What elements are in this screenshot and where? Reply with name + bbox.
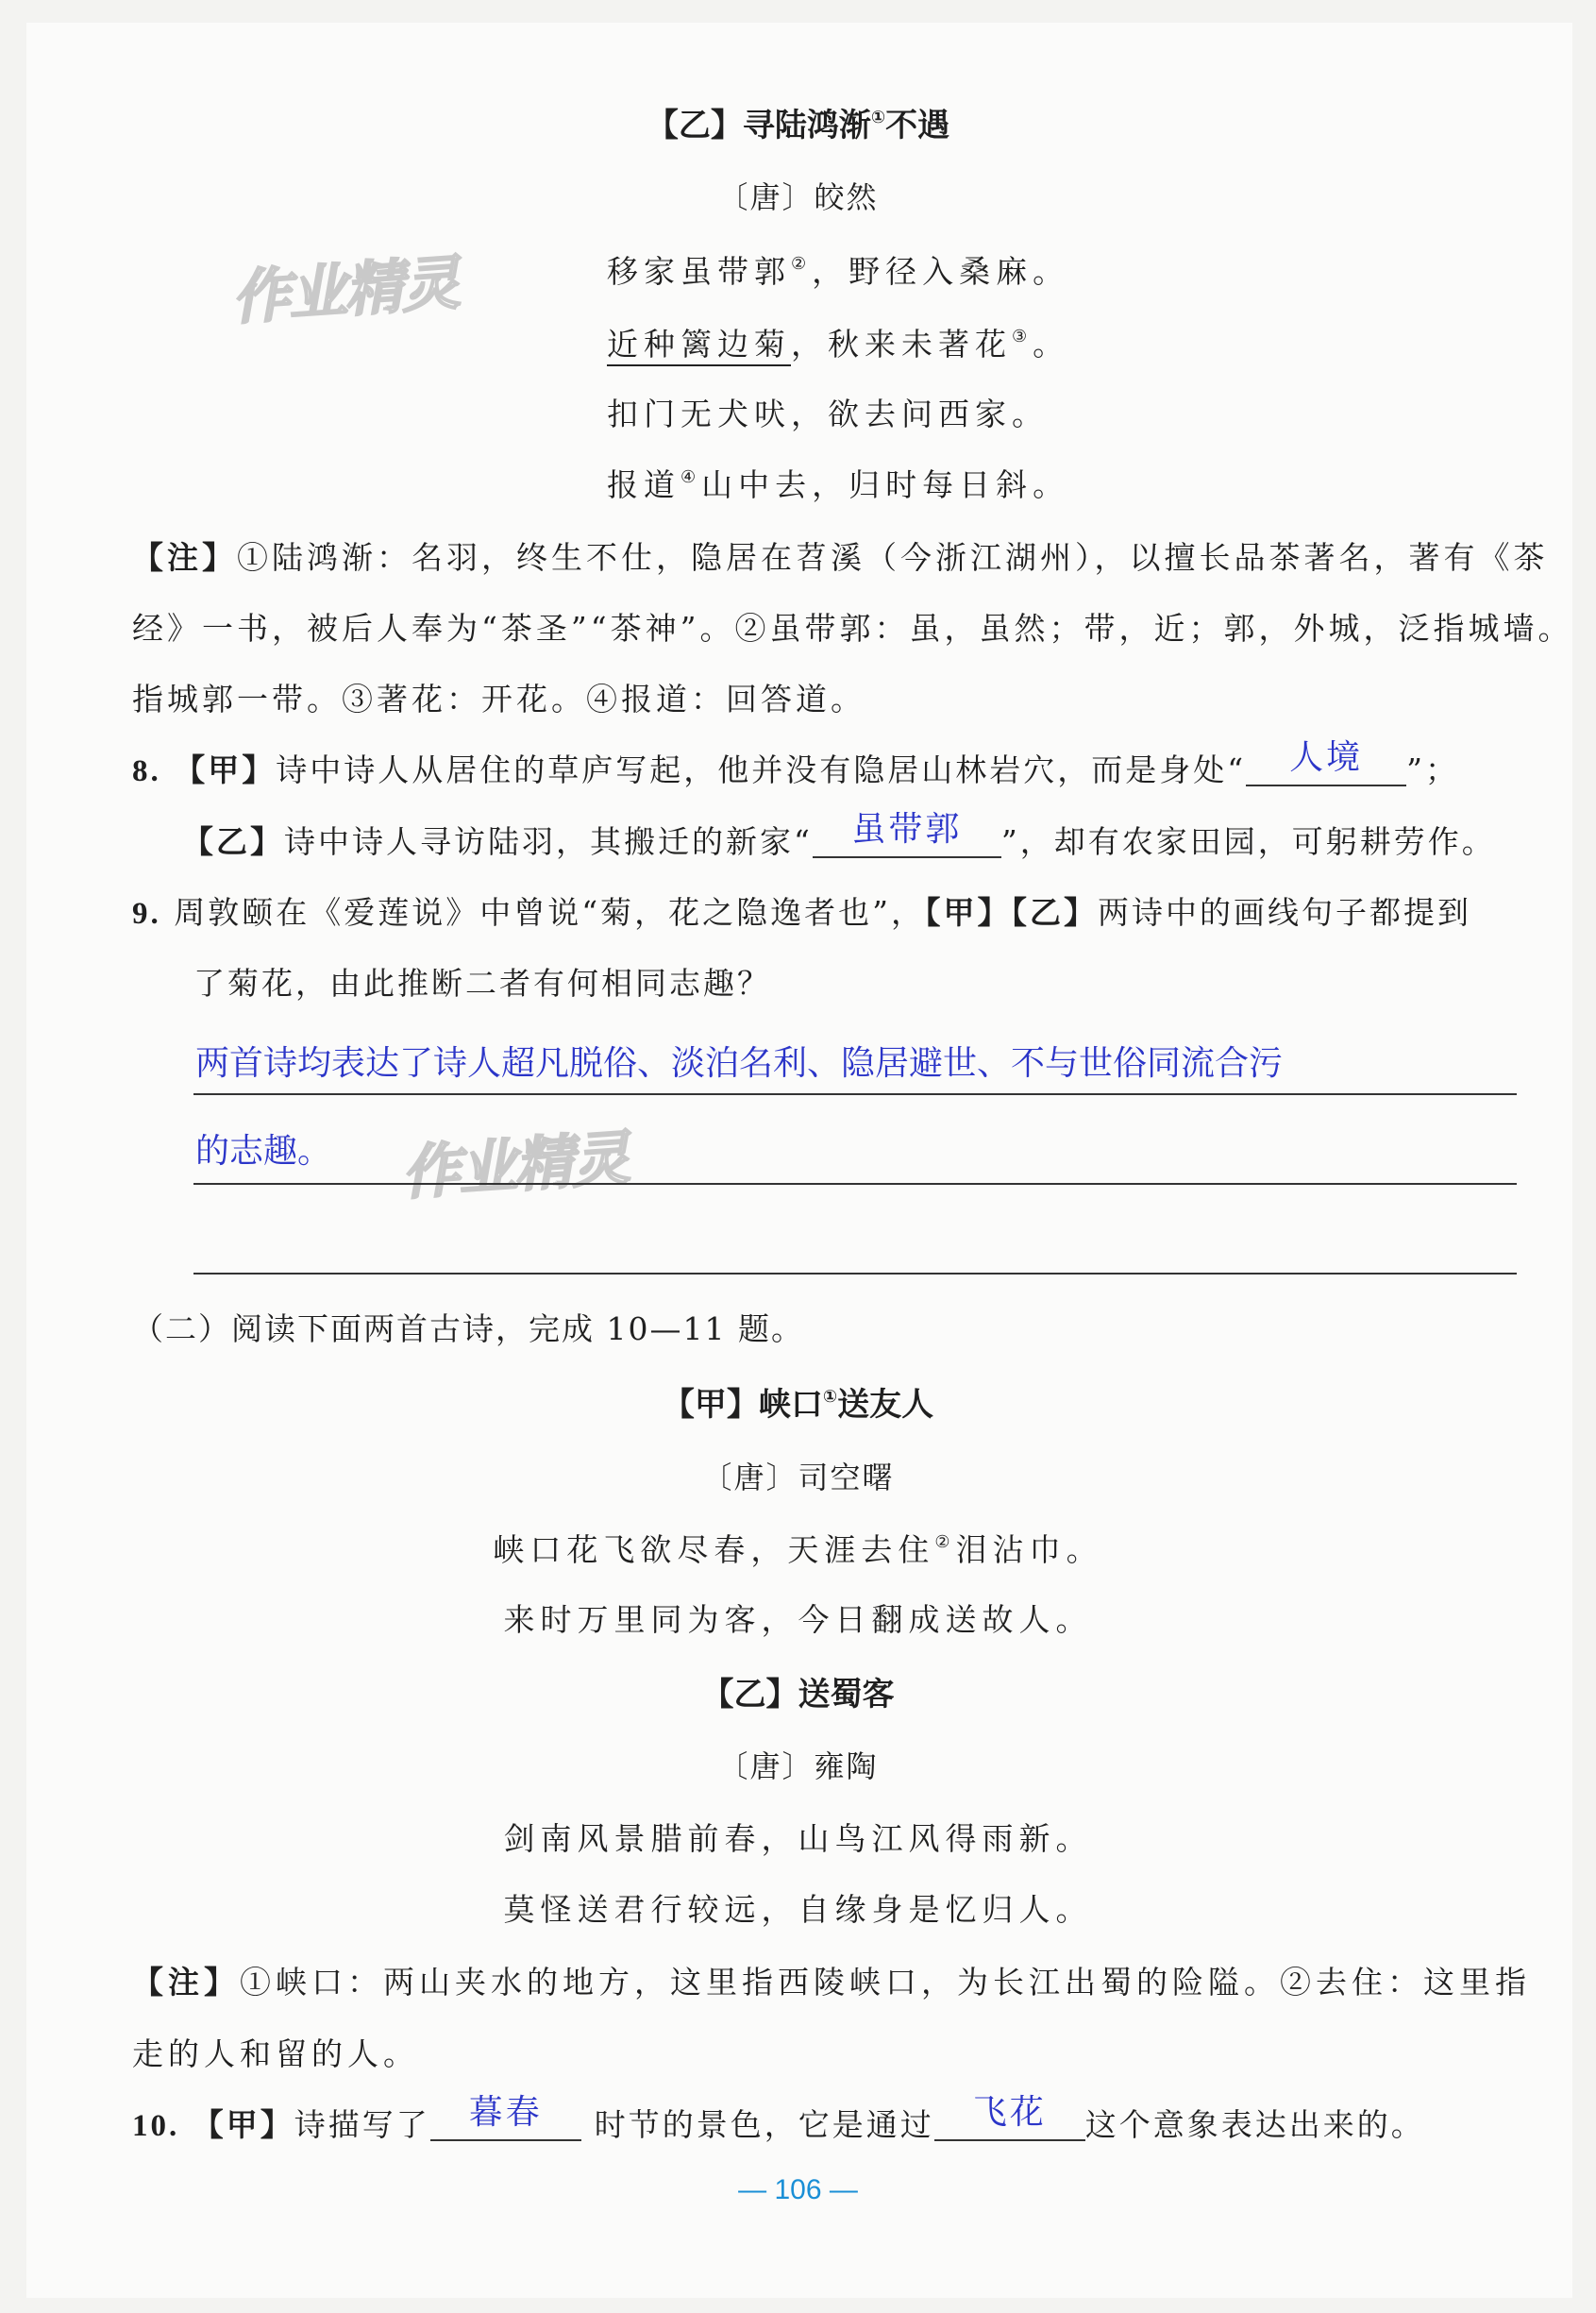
question-9-answer-line-1: 两首诗均表达了诗人超凡脱俗、淡泊名利、隐居避世、不与世俗同流合污	[195, 1044, 1284, 1083]
question-9-answer-line-2: 的志趣。	[195, 1132, 332, 1171]
question-10-part-2: 时节的景色，它是通过	[594, 2106, 934, 2143]
poem-b-title-footnote: ①	[870, 108, 886, 127]
poem-c-line-1-b: 泪沾巾。	[955, 1531, 1103, 1568]
poem-b-title-bracket: 【乙】	[646, 107, 743, 144]
poem-c-line-1	[0, 1526, 1596, 1570]
question-10-part-1: 诗描写了	[294, 2106, 430, 2143]
question-9-answer-rule-1[interactable]	[193, 1093, 1517, 1095]
poem-b-line-1-a: 移家虽带郭	[607, 253, 791, 290]
poem-b-line-2-rest: ，秋来未著花	[791, 326, 1012, 363]
question-9-answer-rule-3[interactable]	[193, 1273, 1517, 1275]
poem-c-title-main: 峡口	[758, 1386, 823, 1424]
poem-c-line-1-a: 峡口花飞欲尽春，天涯去住	[493, 1531, 935, 1568]
question-10-number: 10.	[132, 2109, 180, 2143]
note-cd-line-1-text: ①峡口：两山夹水的地方，这里指西陵峡口，为长江出蜀的险隘。②去住：这里指	[240, 1964, 1531, 2001]
poem-c-author: 〔唐〕司空曙	[701, 1460, 895, 1495]
question-9-line-2: 了菊花，由此推断二者有何相同志趣？	[193, 965, 771, 1002]
question-9-line-1	[132, 888, 1471, 933]
note-cd-line-1	[132, 1958, 1531, 2002]
watermark-logo-middle: 作业精灵	[399, 1123, 630, 1208]
question-8-answer-blank-2[interactable]	[813, 810, 1001, 858]
poem-b-line-3: 扣门无犬吠，欲去问西家。	[607, 396, 1049, 432]
question-8-part-4: ”，却有农家田园，可躬耕劳作。	[1000, 823, 1496, 860]
question-8-jia-bracket: 【甲】	[174, 751, 277, 788]
poem-c-line-2: 来时万里同为客，今日翻成送故人。	[503, 1601, 1093, 1638]
question-8-part-2: ”；	[1406, 751, 1459, 788]
question-8-yi-bracket: 【乙】	[182, 823, 284, 860]
note-b-line-2: 经》一书，被后人奉为“茶圣”“茶神”。②虽带郭：虽，虽然；带，近；郭，外城，泛指城墙。	[132, 610, 1573, 647]
question-9-line-1-b: 两诗中的画线句子都提到	[1098, 894, 1471, 931]
poem-d-title: 【乙】送蜀客	[701, 1676, 895, 1714]
question-8-part-1: 诗中诗人从居住的草庐写起，他并没有隐居山林岩穴，而是身处“	[276, 751, 1247, 788]
note-b-line-1	[132, 533, 1549, 578]
question-9-number: 9.	[132, 897, 161, 931]
question-9-line-1-a: 周敦颐在《爱莲说》中曾说“菊，花之隐逸者也”，	[174, 894, 925, 931]
question-8-part-3: 诗中诗人寻访陆羽，其搬迁的新家“	[284, 823, 813, 860]
poem-d-line-1: 剑南风景腊前春，山鸟江风得雨新。	[503, 1820, 1093, 1857]
poem-c-title-footnote: ①	[822, 1387, 838, 1407]
question-10-answer-blank-1[interactable]	[430, 2093, 581, 2141]
poem-c-title-tail: 送友人	[837, 1386, 934, 1424]
poem-c-title	[0, 1378, 1596, 1425]
question-8-answer-2: 虽带郭	[851, 810, 963, 850]
question-10-jia-bracket: 【甲】	[192, 2106, 294, 2143]
poem-b-line-4-footnote: ④	[680, 467, 702, 487]
page-number: — 106 —	[738, 2174, 858, 2205]
question-8-number: 8.	[132, 754, 161, 788]
poem-b-line-2-underlined: 近种篱边菊	[607, 326, 791, 366]
question-10-line	[132, 2093, 1425, 2145]
question-10-answer-blank-2[interactable]	[934, 2093, 1085, 2141]
poem-b-title-main: 寻陆鸿渐	[742, 107, 871, 144]
note-b-line-1-text: ①陆鸿渐：名羽，终生不仕，隐居在苕溪（今浙江湖州），以擅长品茶著名，著有《茶	[237, 539, 1549, 576]
poem-b-line-2-end: 。	[1033, 326, 1070, 363]
question-9-yi-bracket: 【乙】	[1011, 894, 1098, 931]
question-8-line-1	[132, 738, 1459, 790]
poem-b-line-2	[607, 320, 1069, 364]
poem-d-line-2: 莫怪送君行较远，自缘身是忆归人。	[503, 1891, 1093, 1928]
poem-b-title-tail: 不遇	[885, 107, 950, 144]
section-2-heading: （二）阅读下面两首古诗，完成 10—11 题。	[132, 1310, 804, 1347]
poem-b-line-1	[607, 247, 1069, 292]
note-b-label: 【注】	[132, 539, 237, 576]
poem-b-line-1-b: ，野径入桑麻。	[812, 253, 1070, 290]
note-cd-line-2: 走的人和留的人。	[132, 2035, 419, 2072]
note-b-line-3: 指城郭一带。③著花：开花。④报道：回答道。	[132, 681, 865, 718]
question-9-jia-bracket: 【甲】	[925, 894, 1012, 931]
poem-b-title	[0, 99, 1596, 145]
poem-b-line-4-a: 报道	[607, 466, 680, 503]
poem-b-line-4	[607, 461, 1069, 505]
question-10-answer-1: 暮春	[468, 2093, 543, 2133]
question-8-answer-blank-1[interactable]	[1246, 738, 1406, 786]
watermark-logo-top: 作业精灵	[229, 247, 461, 333]
poem-b-line-4-b: 山中去，归时每日斜。	[701, 466, 1070, 503]
poem-c-line-1-footnote: ②	[934, 1532, 956, 1552]
question-8-answer-1: 人境	[1289, 738, 1364, 778]
poem-d-author: 〔唐〕雍陶	[717, 1748, 879, 1784]
question-10-part-3: 这个意象表达出来的。	[1084, 2106, 1425, 2143]
question-9-answer-rule-2[interactable]	[193, 1183, 1517, 1185]
poem-b-line-2-footnote: ③	[1012, 327, 1033, 346]
poem-b-author: 〔唐〕皎然	[717, 179, 879, 215]
note-cd-label: 【注】	[132, 1964, 240, 2001]
poem-c-title-bracket: 【甲】	[662, 1386, 759, 1424]
poem-b-line-1-footnote: ②	[791, 254, 813, 274]
question-8-line-2	[182, 810, 1496, 862]
question-10-answer-2: 飞花	[972, 2093, 1047, 2133]
